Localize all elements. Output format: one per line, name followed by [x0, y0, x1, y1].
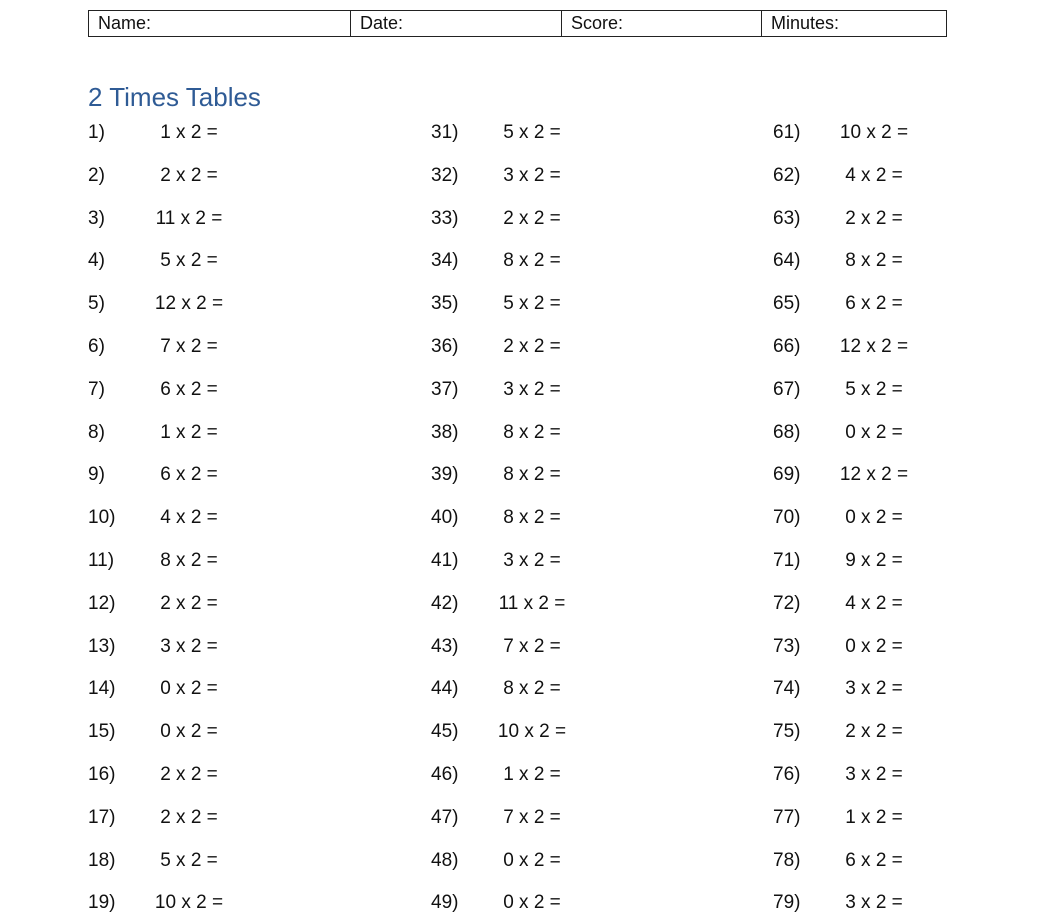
problem-expression: 8 x 2 = — [503, 250, 561, 271]
problem-expression: 5 x 2 = — [503, 122, 561, 143]
problem-expression: 1 x 2 = — [845, 807, 903, 828]
problem-expression: 8 x 2 = — [845, 250, 903, 271]
problem-number: 61) — [773, 122, 801, 143]
problem-expression: 3 x 2 = — [503, 165, 561, 186]
problem-number: 73) — [773, 636, 801, 657]
problem-expression: 8 x 2 = — [503, 422, 561, 443]
problem-item — [88, 377, 288, 403]
problem-number: 10) — [88, 507, 116, 528]
problem-item — [88, 120, 288, 146]
problem-expression: 3 x 2 = — [845, 764, 903, 785]
problem-number: 48) — [431, 850, 459, 871]
problem-number: 68) — [773, 422, 801, 443]
problem-number: 32) — [431, 165, 459, 186]
problem-number: 3) — [88, 208, 105, 229]
problem-number: 64) — [773, 250, 801, 271]
problem-number: 69) — [773, 464, 801, 485]
problem-number: 16) — [88, 764, 116, 785]
problem-expression: 2 x 2 = — [160, 764, 218, 785]
problem-expression: 8 x 2 = — [503, 464, 561, 485]
problem-item — [431, 462, 631, 488]
problem-item — [773, 334, 973, 360]
problem-item — [431, 291, 631, 317]
problem-expression: 8 x 2 = — [503, 678, 561, 699]
problem-item — [773, 505, 973, 531]
problem-expression: 2 x 2 = — [160, 807, 218, 828]
problem-number: 38) — [431, 422, 459, 443]
problem-expression: 5 x 2 = — [503, 293, 561, 314]
problem-expression: 2 x 2 = — [503, 208, 561, 229]
problem-number: 39) — [431, 464, 459, 485]
problem-number: 18) — [88, 850, 116, 871]
problem-expression: 0 x 2 = — [845, 507, 903, 528]
problem-expression: 1 x 2 = — [503, 764, 561, 785]
problem-number: 4) — [88, 250, 105, 271]
worksheet-title: 2 Times Tables — [88, 82, 261, 112]
problem-number: 42) — [431, 593, 459, 614]
problem-number: 37) — [431, 379, 459, 400]
problem-item — [431, 120, 631, 146]
problem-number: 74) — [773, 678, 801, 699]
problem-expression: 2 x 2 = — [845, 721, 903, 742]
problem-expression: 10 x 2 = — [497, 721, 567, 742]
problem-number: 49) — [431, 892, 459, 913]
problem-item — [88, 676, 288, 702]
problem-item — [431, 634, 631, 660]
problem-expression: 2 x 2 = — [160, 165, 218, 186]
problem-number: 14) — [88, 678, 116, 699]
problem-item — [431, 805, 631, 831]
name-field[interactable]: Name: — [89, 11, 351, 37]
problem-item — [773, 163, 973, 189]
problem-number: 17) — [88, 807, 116, 828]
problem-item — [773, 291, 973, 317]
problem-item — [773, 805, 973, 831]
problem-number: 75) — [773, 721, 801, 742]
problem-item — [431, 762, 631, 788]
problem-item — [431, 591, 631, 617]
problem-number: 72) — [773, 593, 801, 614]
problem-expression: 9 x 2 = — [845, 550, 903, 571]
problem-number: 41) — [431, 550, 459, 571]
problem-item — [88, 848, 288, 874]
problem-item — [431, 206, 631, 232]
problem-number: 19) — [88, 892, 116, 913]
problem-expression: 3 x 2 = — [503, 550, 561, 571]
problem-item — [773, 634, 973, 660]
problem-item — [88, 634, 288, 660]
problem-item — [773, 462, 973, 488]
problem-expression: 8 x 2 = — [160, 550, 218, 571]
header-table — [88, 10, 947, 37]
problem-item — [431, 548, 631, 574]
problem-expression: 3 x 2 = — [845, 892, 903, 913]
problem-item — [88, 420, 288, 446]
problem-number: 67) — [773, 379, 801, 400]
problem-number: 9) — [88, 464, 105, 485]
problem-expression: 11 x 2 = — [498, 593, 566, 614]
problem-expression: 4 x 2 = — [845, 165, 903, 186]
problem-number: 78) — [773, 850, 801, 871]
problem-expression: 0 x 2 = — [160, 678, 218, 699]
header-row — [89, 11, 947, 37]
problem-item — [431, 163, 631, 189]
problem-expression: 6 x 2 = — [845, 850, 903, 871]
problem-number: 76) — [773, 764, 801, 785]
problem-item — [431, 334, 631, 360]
problem-expression: 2 x 2 = — [845, 208, 903, 229]
problem-item — [88, 206, 288, 232]
problem-expression: 3 x 2 = — [503, 379, 561, 400]
problem-item — [88, 291, 288, 317]
problem-item — [88, 334, 288, 360]
problem-item — [431, 676, 631, 702]
problem-number: 15) — [88, 721, 116, 742]
problem-expression: 0 x 2 = — [160, 721, 218, 742]
problem-expression: 4 x 2 = — [160, 507, 218, 528]
problem-number: 31) — [431, 122, 459, 143]
problem-expression: 10 x 2 = — [839, 122, 909, 143]
problem-item — [431, 420, 631, 446]
problem-item — [773, 420, 973, 446]
problem-item — [773, 719, 973, 745]
problem-number: 11) — [88, 550, 115, 571]
problem-item — [431, 719, 631, 745]
problem-number: 8) — [88, 422, 105, 443]
problem-number: 2) — [88, 165, 105, 186]
problem-number: 44) — [431, 678, 459, 699]
problem-number: 1) — [88, 122, 105, 143]
minutes-field[interactable]: Minutes: — [762, 11, 947, 37]
problem-item — [431, 848, 631, 874]
problem-expression: 5 x 2 = — [160, 850, 218, 871]
problem-expression: 3 x 2 = — [160, 636, 218, 657]
problem-number: 47) — [431, 807, 459, 828]
problem-item — [431, 505, 631, 531]
problem-number: 71) — [773, 550, 801, 571]
problem-expression: 10 x 2 = — [154, 892, 224, 913]
problem-item — [773, 848, 973, 874]
problem-item — [773, 762, 973, 788]
score-field[interactable]: Score: — [562, 11, 762, 37]
problem-number: 63) — [773, 208, 801, 229]
problem-item — [773, 248, 973, 274]
problem-item — [88, 462, 288, 488]
problem-number: 35) — [431, 293, 459, 314]
problem-number: 33) — [431, 208, 459, 229]
problem-expression: 6 x 2 = — [160, 379, 218, 400]
problem-item — [431, 377, 631, 403]
problem-number: 5) — [88, 293, 105, 314]
problem-item — [88, 163, 288, 189]
problem-number: 6) — [88, 336, 105, 357]
problem-number: 36) — [431, 336, 459, 357]
problem-number: 77) — [773, 807, 801, 828]
problem-expression: 0 x 2 = — [503, 850, 561, 871]
problem-expression: 4 x 2 = — [845, 593, 903, 614]
problem-expression: 3 x 2 = — [845, 678, 903, 699]
problem-number: 13) — [88, 636, 116, 657]
problem-item — [773, 548, 973, 574]
problem-expression: 5 x 2 = — [160, 250, 218, 271]
problem-expression: 0 x 2 = — [503, 892, 561, 913]
problem-number: 66) — [773, 336, 801, 357]
problem-expression: 7 x 2 = — [503, 807, 561, 828]
problem-item — [88, 805, 288, 831]
problem-number: 43) — [431, 636, 459, 657]
problem-expression: 0 x 2 = — [845, 636, 903, 657]
problem-expression: 2 x 2 = — [160, 593, 218, 614]
problem-expression: 6 x 2 = — [845, 293, 903, 314]
problem-expression: 12 x 2 = — [839, 336, 909, 357]
problem-number: 65) — [773, 293, 801, 314]
problem-number: 7) — [88, 379, 105, 400]
problem-item — [88, 719, 288, 745]
problem-item — [88, 505, 288, 531]
problem-item — [88, 591, 288, 617]
problem-item — [431, 890, 631, 916]
problem-item — [773, 591, 973, 617]
problem-expression: 1 x 2 = — [160, 422, 218, 443]
problem-expression: 11 x 2 = — [155, 208, 223, 229]
problem-number: 79) — [773, 892, 801, 913]
problem-expression: 0 x 2 = — [845, 422, 903, 443]
problem-number: 46) — [431, 764, 459, 785]
problem-item — [88, 762, 288, 788]
problem-number: 34) — [431, 250, 459, 271]
problem-number: 40) — [431, 507, 459, 528]
problem-expression: 5 x 2 = — [845, 379, 903, 400]
problem-expression: 12 x 2 = — [839, 464, 909, 485]
date-field[interactable]: Date: — [351, 11, 562, 37]
problem-expression: 12 x 2 = — [154, 293, 224, 314]
problem-number: 62) — [773, 165, 801, 186]
problem-item — [88, 548, 288, 574]
problem-number: 45) — [431, 721, 459, 742]
problem-item — [773, 676, 973, 702]
problem-expression: 8 x 2 = — [503, 507, 561, 528]
problem-number: 70) — [773, 507, 801, 528]
problem-item — [773, 890, 973, 916]
problem-number: 12) — [88, 593, 116, 614]
problem-item — [88, 248, 288, 274]
problem-expression: 2 x 2 = — [503, 336, 561, 357]
problem-expression: 7 x 2 = — [160, 336, 218, 357]
problem-expression: 1 x 2 = — [160, 122, 218, 143]
problem-item — [773, 377, 973, 403]
problem-item — [431, 248, 631, 274]
problem-item — [773, 206, 973, 232]
problem-item — [773, 120, 973, 146]
problem-item — [88, 890, 288, 916]
problem-expression: 6 x 2 = — [160, 464, 218, 485]
problem-expression: 7 x 2 = — [503, 636, 561, 657]
